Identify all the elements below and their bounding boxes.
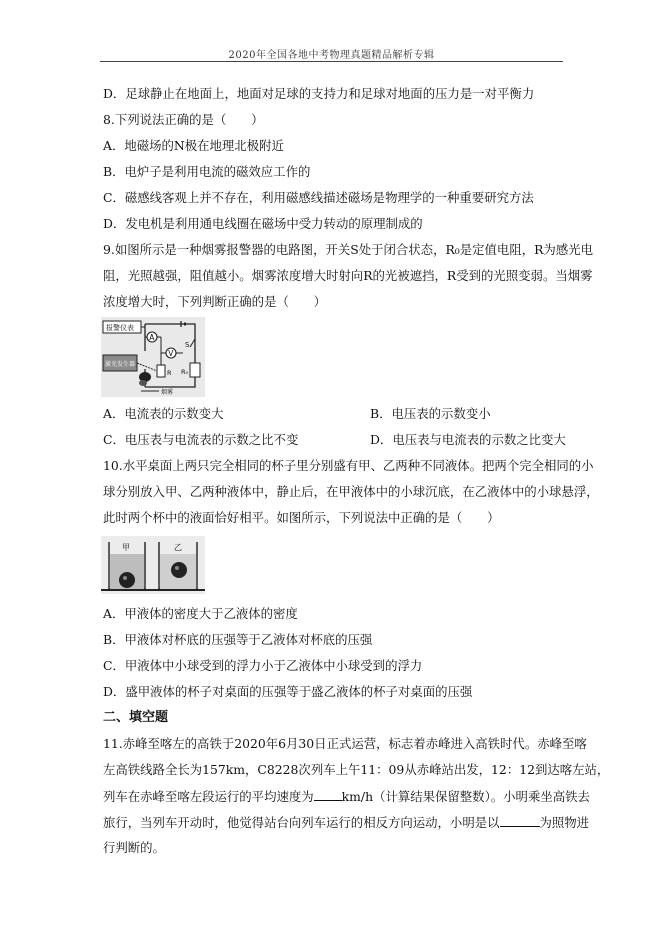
q11-line4-prefix: 旅行，当列车开动时，他觉得站台向列车运行的相反方向运动，小明是以 xyxy=(103,815,500,830)
switch-label: S xyxy=(185,341,190,349)
q10-stem-line3: 此时两个杯中的液面恰好相平。如图所示，下列说法中正确的是（ ） xyxy=(103,510,500,525)
answer-blank-speed[interactable] xyxy=(314,788,342,801)
q9-option-b: B．电压表的示数变小 xyxy=(370,406,491,421)
resistor-r-label: R xyxy=(167,369,172,377)
answer-blank-reference[interactable] xyxy=(500,814,540,827)
q10-stem-line1: 10.水平桌面上两只完全相同的杯子里分别盛有甲、乙两种不同液体。把两个完全相同的小 xyxy=(103,458,594,473)
laser-label: 激光发生器 xyxy=(105,361,136,368)
page-header: 2020年全国各地中考物理真题精品解析专辑 xyxy=(228,50,435,61)
q9-stem-line1: 9.如图所示是一种烟雾报警器的电路图，开关S处于闭合状态，R₀是定值电阻，R为感光电 xyxy=(103,242,593,257)
cup1-label: 甲 xyxy=(122,543,130,552)
resistor-r0-label: R₀ xyxy=(181,368,189,376)
voltmeter-symbol: V xyxy=(168,349,174,358)
speed-unit: km/h xyxy=(341,789,374,804)
q8-option-d: D．发电机是利用通电线圈在磁场中受力转动的原理制成的 xyxy=(103,216,423,231)
q9-stem-line3: 浓度增大时，下列判断正确的是（ ） xyxy=(103,294,327,309)
ammeter-symbol: A xyxy=(149,333,155,342)
liquid-cups-figure xyxy=(101,536,205,594)
q10-option-c: C．甲液体中小球受到的浮力小于乙液体中小球受到的浮力 xyxy=(103,658,423,673)
q11-line4-suffix: 为照物进 xyxy=(539,815,590,830)
q11-line1: 11.赤峰至喀左的高铁于2020年6月30日正式运营，标志着赤峰进入高铁时代。赤峰至喀 xyxy=(103,736,587,751)
q11-line4 xyxy=(103,814,589,831)
q10-stem-line2: 球分别放入甲、乙两种液体中，静止后，在甲液体中的小球沉底，在乙液体中的小球悬浮， xyxy=(103,484,599,499)
q11-line5: 行判断的。 xyxy=(103,840,165,855)
q9-option-c: C．电压表与电流表的示数之比不变 xyxy=(103,432,299,447)
q9-option-a: A．电流表的示数变大 xyxy=(103,406,224,421)
q9-stem-line2: 阻，光照越强，阻值越小。烟雾浓度增大时射向R的光被遮挡，R受到的光照变弱。当烟雾 xyxy=(103,268,593,283)
q11-line2: 左高铁线路全长为157km，C8228次列车上午11：09从赤峰站出发，12：12到达喀左站， xyxy=(103,762,610,777)
q9-option-d: D．电压表与电流表的示数之比变大 xyxy=(370,432,566,447)
q10-option-d: D．盛甲液体的杯子对桌面的压强等于盛乙液体的杯子对桌面的压强 xyxy=(103,684,473,699)
q11-line3-prefix: 列车在赤峰至喀左段运行的平均速度为 xyxy=(103,789,314,804)
q11-line3-suffix: （计算结果保留整数）。小明乘坐高铁去 xyxy=(373,789,590,804)
q8-stem: 8.下列说法正确的是（ ） xyxy=(103,112,264,127)
alarm-label: 报警仪表 xyxy=(106,324,134,332)
q11-line3 xyxy=(103,788,590,805)
q7-option-d: D．足球静止在地面上，地面对足球的支持力和足球对地面的压力是一对平衡力 xyxy=(103,86,535,101)
smoke-alarm-circuit-figure xyxy=(101,317,205,397)
q10-option-b: B．甲液体对杯底的压强等于乙液体对杯底的压强 xyxy=(103,632,373,647)
cup2-label: 乙 xyxy=(174,543,182,552)
q8-option-a: A．地磁场的N极在地理北极附近 xyxy=(103,138,284,153)
q8-option-c: C．磁感线客观上并不存在，利用磁感线描述磁场是物理学的一种重要研究方法 xyxy=(103,190,534,205)
q10-option-a: A．甲液体的密度大于乙液体的密度 xyxy=(103,606,298,621)
section-title: 二、填空题 xyxy=(103,710,169,725)
q8-option-b: B．电炉子是利用电流的磁效应工作的 xyxy=(103,164,311,179)
header-rule xyxy=(100,61,563,62)
smoke-label: 烟雾 xyxy=(161,389,174,396)
